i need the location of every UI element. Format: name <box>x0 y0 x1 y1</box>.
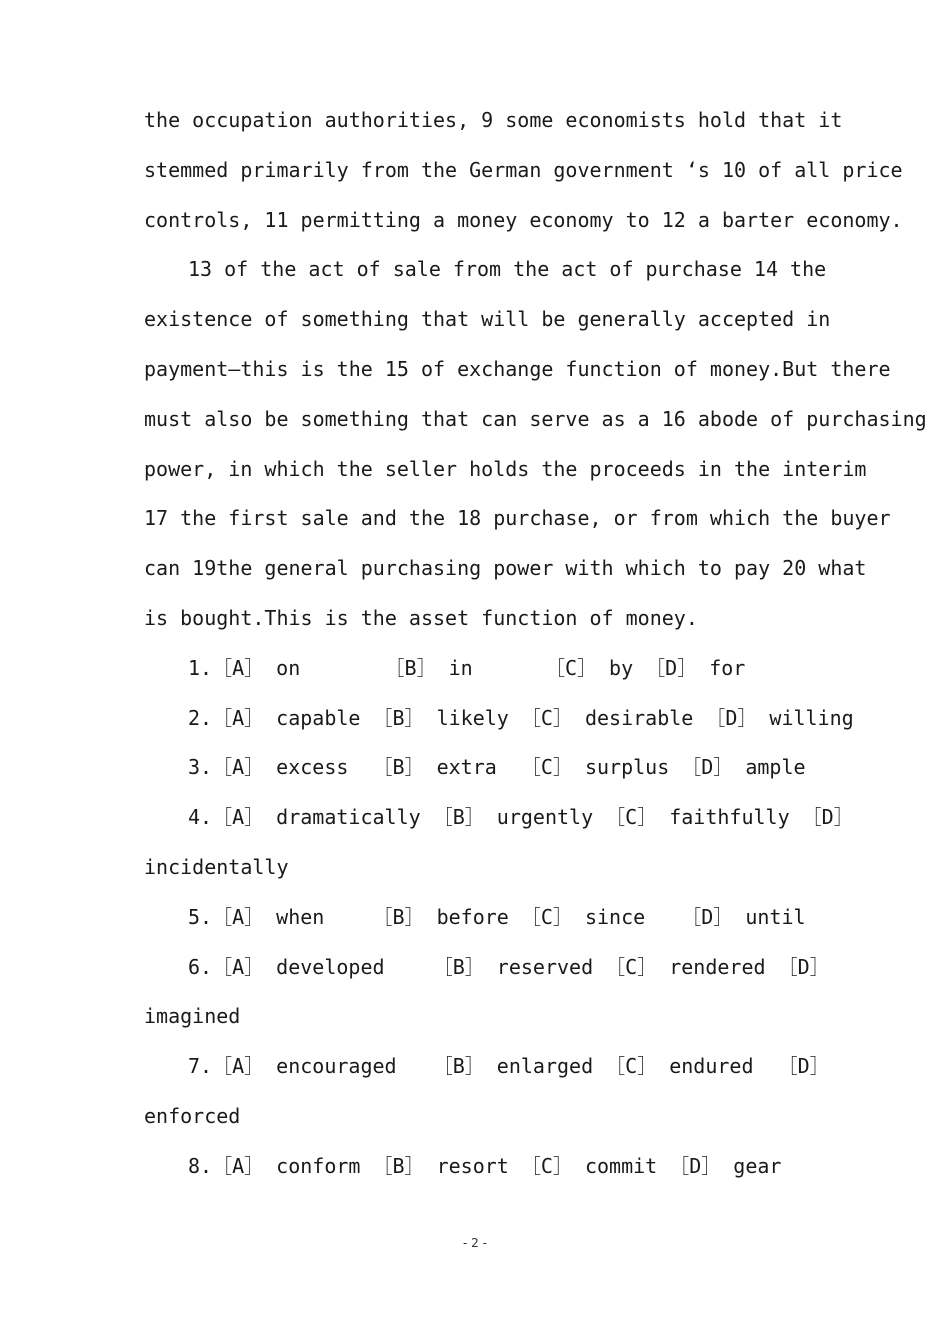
option-line-4-continuation: incidentally <box>144 854 289 879</box>
option-line-7-continuation: enforced <box>144 1103 241 1128</box>
option-line-6: 6.［A］ developed ［B］ reserved ［C］ rendered ［D］ <box>188 954 830 979</box>
document-page <box>144 96 927 1192</box>
option-line-4: 4.［A］ dramatically ［B］ urgently ［C］ faithfully ［D］ <box>188 805 854 830</box>
text-line: payment—this is the 15 of exchange function of money.But there <box>144 356 891 381</box>
option-line-7: 7.［A］ encouraged ［B］ enlarged ［C］ endured ［D］ <box>188 1054 830 1079</box>
text-line: is bought.This is the asset function of money. <box>144 605 698 630</box>
text-line: stemmed primarily from the German government ‘s 10 of all price <box>144 157 903 182</box>
text-line: can 19the general purchasing power with which to pay 20 what <box>144 556 867 581</box>
option-line-5: 5.［A］ when ［B］ before ［C］ since ［D］ until <box>188 904 806 929</box>
option-line-3: 3.［A］ excess ［B］ extra ［C］ surplus ［D］ ample <box>188 755 806 780</box>
text-line: the occupation authorities, 9 some economists hold that it <box>144 108 843 132</box>
page-number: - 2 - <box>463 1236 487 1250</box>
paragraph-money-functions <box>144 245 927 643</box>
option-line-2: 2.［A］ capable ［B］ likely ［C］ desirable ［D］ willing <box>188 705 854 730</box>
paragraph-continuation <box>144 96 903 245</box>
option-line-1: 1.［A］ on ［B］ in ［C］ by ［D］ for <box>188 655 746 680</box>
text-line: 17 the first sale and the 18 purchase, or from which the buyer <box>144 506 891 531</box>
option-line-8: 8.［A］ conform ［B］ resort ［C］ commit ［D］ gear <box>188 1153 782 1178</box>
text-line: controls, 11 permitting a money economy to 12 a barter economy. <box>144 207 903 232</box>
text-line: power, in which the seller holds the proceeds in the interim <box>144 456 867 481</box>
answer-options <box>144 644 864 1192</box>
option-line-6-continuation: imagined <box>144 1004 241 1029</box>
text-line: 13 of the act of sale from the act of purchase 14 the <box>188 257 827 282</box>
text-line: must also be something that can serve as a 16 abode of purchasing <box>144 406 927 431</box>
text-line: existence of something that will be generally accepted in <box>144 307 831 332</box>
